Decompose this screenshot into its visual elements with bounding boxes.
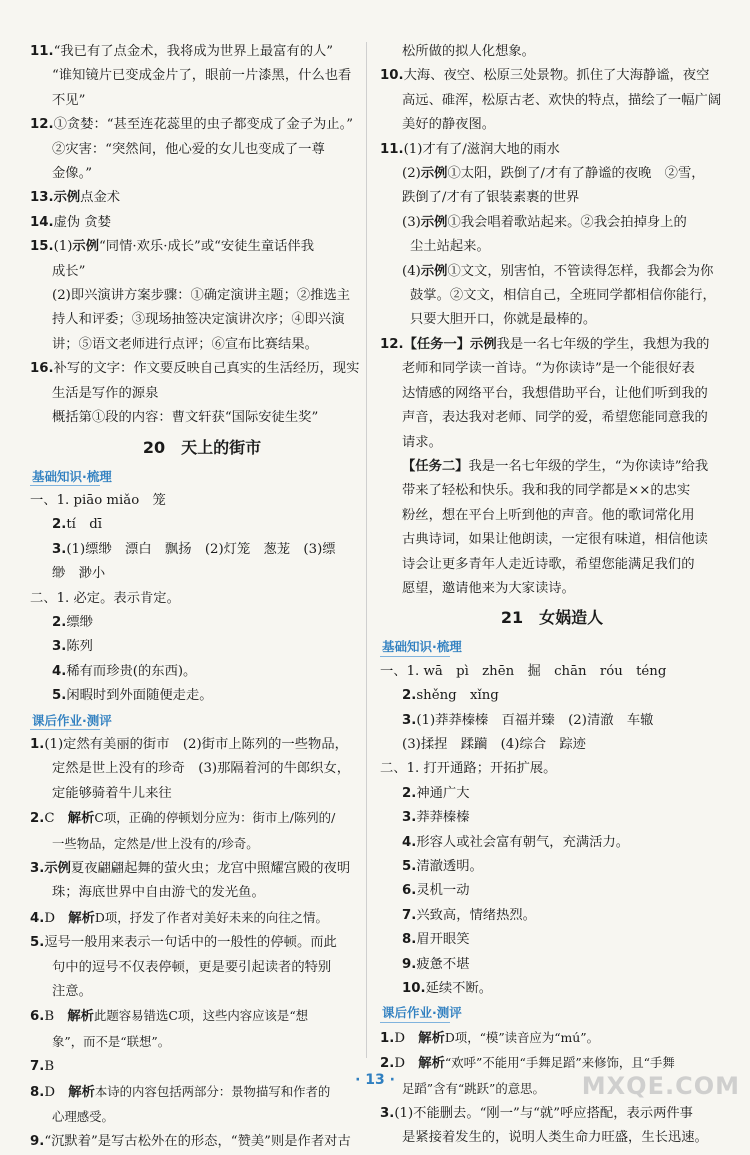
question-number: 3. (380, 1106, 395, 1122)
answer-line (380, 138, 724, 162)
answer-line (380, 1026, 724, 1051)
answer-text: 兴致高，情绪热烈。 (416, 907, 536, 923)
answer-text: 珠；海底世界中自由游弋的发光鱼。 (52, 885, 265, 901)
question-number: 15. (30, 239, 54, 255)
answer-text: (2)即兴演讲方案步骤：①确定演讲主题；②推选主 (52, 288, 351, 304)
answer-text: 大海、夜空、松原三处景物。抓住了大海静谧，夜空 (403, 68, 710, 84)
answer-line (30, 260, 374, 284)
answer-line (380, 577, 724, 601)
question-number: 3. (30, 861, 45, 876)
answer-line (380, 733, 724, 757)
answer-text: 眉开眼笑 (416, 932, 470, 948)
answer-text: ①太阳，跌倒了/才有了静谧的夜晚 ②雪， (447, 166, 705, 182)
answer-line (380, 211, 724, 235)
answer-line (30, 906, 374, 931)
answer-text: 灵机一动 (416, 883, 470, 899)
answer-line (30, 40, 374, 64)
analysis-label: 解析 (68, 1084, 95, 1100)
answer-line (30, 284, 374, 308)
answer-line (30, 857, 374, 881)
answer-line (380, 504, 724, 528)
answer-line (380, 757, 724, 781)
answer-text: 一、1. wā pì zhēn 掘 chān róu téng (380, 663, 667, 679)
question-number: 8. (402, 932, 417, 948)
section-underline (30, 485, 100, 486)
answer-line (30, 733, 374, 757)
answer-text: 声音，表达我对老师、同学的爱，希望您能同意我的 (402, 410, 708, 426)
sub-number: (3) (402, 214, 421, 230)
answer-line (30, 806, 374, 831)
answer-text: 成长” (52, 263, 86, 279)
answer-text: 高远、碓浑，松原古老、欢快的特点，描绘了一幅广阔 (402, 92, 722, 108)
answer-text: 老师和同学读一首诗。“为你读诗”是一个能很好表 (402, 361, 695, 377)
answer-line (30, 1130, 374, 1154)
answer-line (380, 684, 724, 708)
answer-line (30, 357, 374, 381)
answer-line (30, 757, 374, 781)
answer-line (30, 587, 374, 611)
answer-text: 心理感受。 (52, 1109, 114, 1125)
answer-text: 缥缈 (66, 614, 93, 630)
question-number: 6. (402, 883, 417, 899)
answer-text: 持人和评委；③现场抽签决定演讲次序；④即兴演 (52, 312, 345, 328)
section-heading (30, 465, 374, 489)
answer-text: 清澈透明。 (416, 859, 483, 874)
answer-text: 讲；⑤语文老师进行点评；⑥宣布比赛结果。 (52, 336, 318, 352)
left-column (30, 40, 374, 1155)
answer-text: 疲惫不堪 (416, 956, 470, 972)
question-number: 9. (402, 956, 417, 972)
answer-line (380, 553, 724, 577)
answer-line (380, 904, 724, 928)
question-number: 2. (380, 1056, 395, 1072)
answer-line (30, 113, 374, 137)
question-number: 5. (30, 935, 45, 951)
section-heading-text: 课后作业·测评 (32, 712, 112, 728)
answer-line (30, 138, 374, 162)
section-heading-text: 基础知识·梳理 (32, 468, 112, 484)
answer-line (30, 406, 374, 430)
question-number: 4. (402, 834, 417, 850)
answer-line (380, 113, 724, 137)
answer-line (30, 538, 374, 562)
answer-line (380, 455, 724, 479)
answer-line (380, 284, 724, 308)
answer-line (380, 806, 724, 830)
analysis-text: D项，“模”读音应为“mú”。 (444, 1029, 600, 1045)
answer-line (380, 357, 724, 381)
right-column (380, 40, 724, 1151)
analysis-text: “欢呼”不能用“手舞足蹈”来修饰，且“手舞 (444, 1055, 675, 1071)
answer-line (30, 562, 374, 586)
question-number: 2. (402, 688, 417, 704)
answer-text: 跌倒了/才有了银装素裹的世界 (402, 190, 580, 206)
answer-line (380, 855, 724, 879)
answer-line (380, 660, 724, 684)
answer-text: 粉丝，想在平台上听到他的声音。他的歌词常化用 (402, 507, 695, 523)
question-number: 8. (30, 1084, 45, 1100)
answer-line (30, 64, 374, 88)
answer-line (380, 431, 724, 455)
answer-text: D (394, 1030, 405, 1046)
answer-text: 定然是世上没有的珍奇 (3)那隔着河的牛郎织女， (52, 761, 351, 777)
answer-line (380, 528, 724, 552)
question-number: 12. (30, 117, 54, 133)
question-number: 9. (30, 1134, 45, 1150)
answer-line (30, 162, 374, 186)
answer-label: 【任务二】 (402, 458, 469, 474)
analysis-label: 解析 (418, 1030, 445, 1046)
answer-line (380, 782, 724, 806)
answer-text: 神通广大 (416, 785, 470, 801)
question-number: 16. (30, 361, 54, 377)
analysis-text: 此题容易错选C项，这些内容应该是“想 (93, 1008, 309, 1024)
answer-text: (1)缥缈 漂白 飘扬 (2)灯笼 葱茏 (3)缥 (66, 541, 336, 557)
question-number: 10. (380, 68, 404, 84)
answer-line (380, 977, 724, 1001)
answer-line (30, 684, 374, 708)
question-number: 1. (380, 1030, 395, 1046)
answer-line (30, 980, 374, 1004)
section-underline (380, 1022, 450, 1023)
answer-text: 补写的文字：作文要反映自己真实的生活经历，现实 (53, 361, 360, 377)
answer-line (380, 928, 724, 952)
question-number: 3. (52, 639, 67, 655)
answer-line (30, 1030, 374, 1055)
analysis-label: 解析 (67, 1009, 94, 1025)
question-number: 2. (52, 517, 67, 533)
answer-text: 松所做的拟人化想象。 (402, 44, 535, 59)
question-number: 1. (30, 736, 45, 752)
answer-text: “同情·欢乐·成长”或“安徒生童话伴我 (99, 239, 315, 255)
answer-text: (1)不能删去。“刚一”与“就”呼应搭配，表示两件事 (394, 1106, 693, 1122)
analysis-label: 解析 (67, 811, 95, 827)
answer-text: 生活是写作的源泉 (52, 385, 159, 401)
question-number: 7. (30, 1059, 45, 1075)
answer-text: 是紧接着发生的，说明人类生命力旺盛，生长迅速。 (402, 1130, 708, 1146)
analysis-text: C项，正确的停顿划分应为：街市上/陈列的/ (94, 810, 336, 826)
answer-line (380, 709, 724, 733)
answer-text: “沉默着”是写古松外在的形态，“赞美”则是作者对古 (44, 1134, 351, 1150)
answer-text: 尘土站起来。 (410, 239, 490, 255)
answer-text: 逗号一般用来表示一句话中的一般性的停顿。而此 (44, 935, 337, 951)
section-heading (30, 709, 374, 733)
answer-line (380, 162, 724, 186)
answer-text: 定能够骑着牛儿来往 (52, 785, 172, 801)
answer-text: 鼓掌。②文文，相信自己，全班同学都相信你能行， (410, 288, 716, 304)
lesson-title: 20 天上的街市 (142, 437, 262, 457)
section-underline (380, 656, 450, 657)
answer-line (30, 382, 374, 406)
answer-text: B (44, 1059, 55, 1075)
answer-text: 点金术 (80, 190, 121, 206)
answer-line (30, 956, 374, 980)
answer-line (30, 782, 374, 806)
answer-line (380, 64, 724, 88)
answer-line (30, 308, 374, 332)
answer-line (30, 881, 374, 905)
answer-text: 美好的静夜图。 (402, 117, 496, 133)
analysis-label: 解析 (418, 1056, 445, 1072)
answer-text: D (394, 1056, 405, 1072)
answer-text: tí dī (66, 517, 102, 533)
answer-line (380, 1126, 724, 1150)
answer-line (30, 489, 374, 513)
answer-text: 概括第①段的内容：曹文轩获“国际安徒生奖” (52, 410, 319, 426)
question-number: 6. (30, 1009, 45, 1025)
answer-line (30, 89, 374, 113)
answer-text: 形容人或社会富有朝气，充满活力。 (416, 834, 630, 850)
page-number: · 13 · (355, 1072, 395, 1088)
answer-line (30, 1004, 374, 1029)
lesson-title: 21 女娲造人 (500, 608, 604, 628)
answer-text: 我是一名七年级的学生，我想为我的 (496, 336, 710, 352)
answer-text: 缈 渺小 (52, 566, 106, 582)
answer-text: 带来了轻松和快乐。我和我的同学都是××的忠实 (402, 483, 691, 499)
answer-line (30, 1105, 374, 1130)
answer-label: 【任务一】示例 (403, 336, 497, 352)
answer-text: 达情感的网络平台，我想借助平台，让他们听到我的 (402, 385, 708, 401)
analysis-label: 解析 (68, 910, 95, 926)
answer-line (30, 333, 374, 357)
sub-number: (1) (53, 239, 73, 255)
answer-line (380, 479, 724, 503)
answer-line (30, 660, 374, 684)
answer-line (30, 832, 374, 857)
section-heading-text: 基础知识·梳理 (382, 639, 462, 655)
question-number: 11. (30, 44, 54, 59)
answer-line (30, 611, 374, 635)
answer-label: 示例 (420, 166, 448, 182)
answer-label: 示例 (420, 214, 448, 230)
answer-text: C (44, 811, 55, 827)
answer-text: 陈列 (66, 639, 93, 655)
answer-text: 延续不断。 (425, 981, 493, 997)
answer-line (380, 235, 724, 259)
column-divider (366, 42, 367, 1058)
answer-text: D (44, 1084, 55, 1100)
answer-line (30, 635, 374, 659)
question-number: 2. (402, 785, 417, 801)
answer-line (30, 931, 374, 955)
answer-line (380, 953, 724, 977)
answer-text: 请求。 (402, 434, 442, 450)
answer-line (30, 235, 374, 259)
answer-text: (1)定然有美丽的街市 (2)街市上陈列的一些物品， (44, 736, 348, 752)
answer-text: 注意。 (52, 984, 92, 1000)
answer-line (380, 260, 724, 284)
question-number: 14. (30, 214, 54, 230)
question-number: 7. (402, 907, 417, 923)
answer-text: 稀有而珍贵(的东西)。 (66, 663, 197, 679)
answer-text: ①我会唱着歌站起来。②我会拍掉身上的 (447, 214, 687, 230)
answer-text: shěng xǐng (416, 688, 499, 704)
question-number: 13. (30, 190, 54, 206)
question-number: 10. (402, 981, 426, 997)
answer-line (380, 382, 724, 406)
section-heading-text: 课后作业·测评 (382, 1005, 462, 1021)
answer-text: B (44, 1009, 55, 1025)
answer-text: D (44, 910, 55, 926)
answer-text: “我已有了点金术，我将成为世界上最富有的人” (53, 44, 334, 59)
question-number: 4. (30, 910, 45, 926)
answer-line (380, 879, 724, 903)
analysis-text: 本诗的内容包括两部分：景物描写和作者的 (94, 1083, 331, 1099)
section-underline (30, 729, 100, 730)
analysis-text: D项，抒发了作者对美好未来的向往之情。 (94, 909, 328, 925)
answer-label: 示例 (72, 239, 99, 255)
section-heading (380, 635, 724, 659)
answer-line (30, 513, 374, 537)
answer-text: ②灾害：“突然间，他心爱的女儿也变成了一尊 (52, 141, 325, 157)
question-number: 2. (30, 811, 45, 827)
answer-text: 象”，而不是“联想”。 (52, 1033, 171, 1049)
sub-number: (2) (402, 166, 421, 182)
answer-text: 句中的逗号不仅表停顿，更是要引起读者的特别 (52, 959, 332, 975)
question-number: 3. (402, 712, 417, 728)
answer-text: 二、1. 必定。表示肯定。 (30, 590, 180, 606)
answer-text: (1)才有了/滋润大地的雨水 (403, 141, 560, 157)
answer-text: 不见” (52, 92, 86, 108)
answer-line (380, 89, 724, 113)
answer-text: 我是一名七年级的学生，“为你读诗”给我 (468, 458, 709, 474)
answer-label: 示例 (53, 190, 81, 206)
answer-text: 诗会让更多青年人走近诗歌，希望您能满足我们的 (402, 556, 695, 572)
answer-text: (1)莽莽榛榛 百福并臻 (2)清澈 车辙 (416, 712, 654, 728)
answer-line (380, 40, 724, 64)
answer-text: 夏夜翩翩起舞的萤火虫；龙宫中照耀宫殿的夜明 (70, 861, 351, 876)
answer-line (380, 186, 724, 210)
question-number: 12. (380, 336, 404, 352)
question-number: 3. (402, 810, 417, 826)
section-heading (380, 1001, 724, 1025)
question-number: 3. (52, 541, 67, 557)
question-number: 5. (52, 688, 67, 704)
answer-text: 金像。” (52, 166, 93, 182)
question-number: 2. (52, 614, 67, 630)
answer-label: 示例 (420, 263, 448, 279)
answer-line (380, 406, 724, 430)
answer-text: ①贪婪：“甚至连花蕊里的虫子都变成了金子为止。” (53, 117, 354, 133)
answer-text: 莽莽榛榛 (416, 810, 470, 826)
answer-text: ①文文，别害怕，不管读得怎样，我都会为你 (447, 263, 714, 279)
answer-text: 古典诗词，如果让他朗读，一定很有味道，相信他读 (402, 532, 708, 548)
answer-text: (3)揉捏 蹂躏 (4)综合 踪迹 (402, 736, 586, 752)
answer-line (380, 308, 724, 332)
answer-line (380, 333, 724, 357)
sub-number: (4) (402, 263, 421, 279)
answer-text: 闲暇时到外面随便走走。 (66, 688, 213, 704)
answer-line (380, 831, 724, 855)
answer-text: 愿望，邀请他来为大家读诗。 (402, 580, 575, 596)
answer-text: 虚伪 贪婪 (53, 214, 111, 230)
answer-text: 二、1. 打开通路；开拓扩展。 (380, 761, 557, 777)
answer-text: 一、1. piāo miǎo 笼 (30, 492, 166, 508)
question-number: 11. (380, 141, 404, 157)
answer-text: 足蹈”含有“跳跃”的意思。 (402, 1080, 545, 1096)
question-number: 4. (52, 663, 67, 679)
answer-text: 一些物品，定然是/世上没有的/珍奇。 (52, 835, 259, 851)
answer-label: 示例 (44, 861, 71, 876)
answer-text: 只要大胆开口，你就是最棒的。 (410, 312, 597, 328)
answer-line (380, 1102, 724, 1126)
question-number: 5. (402, 859, 417, 874)
watermark-logo: MXQE.COM (581, 1072, 740, 1100)
answer-text: “谁知镜片已变成金片了，眼前一片漆黑，什么也看 (52, 68, 352, 84)
answer-line (30, 211, 374, 235)
answer-line (30, 186, 374, 210)
